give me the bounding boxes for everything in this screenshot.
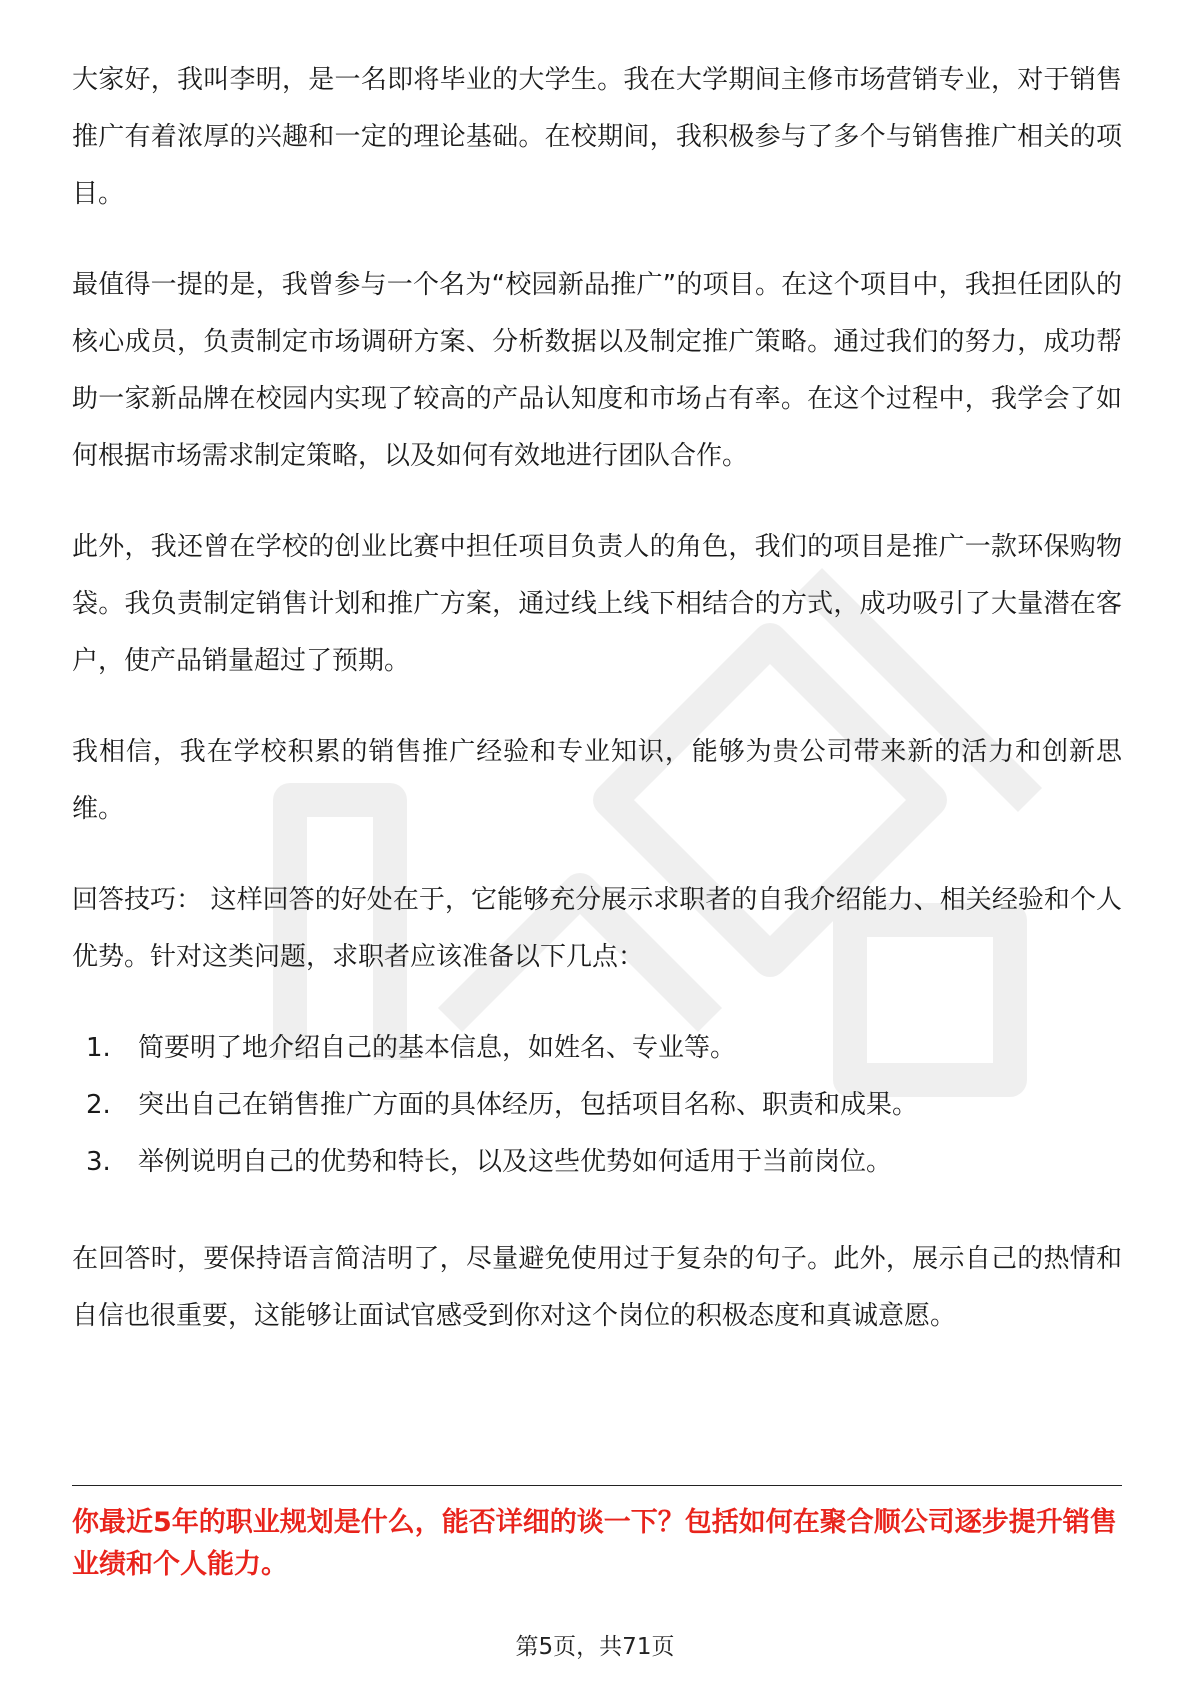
paragraph-intro: 大家好，我叫李明，是一名即将毕业的大学生。我在大学期间主修市场营销专业，对于销售推广有着浓厚的兴趣和一定的理论基础。在校期间，我积极参与了多个与销售推广相关的项目。	[72, 65, 1122, 209]
paragraph-answer-tips: 回答技巧： 这样回答的好处在于，它能够充分展示求职者的自我介绍能力、相关经验和个人优势。针对这类问题，求职者应该准备以下几点：	[72, 885, 1122, 972]
list-number: 1.	[86, 1033, 111, 1063]
section-divider	[72, 1485, 1122, 1486]
list-number: 3.	[86, 1147, 111, 1177]
page-footer: 第5页，共71页	[515, 1634, 675, 1660]
list-item	[72, 1134, 1122, 1191]
document-body	[72, 52, 1122, 1379]
tips-list	[72, 1020, 1122, 1191]
paragraph-campus-project: 最值得一提的是，我曾参与一个名为“校园新品推广”的项目。在这个项目中，我担任团队的核心成员，负责制定市场调研方案、分析数据以及制定推广策略。通过我们的努力，成功帮助一家新品牌在校园内实现了较高的产品认知度和市场占有率。在这个过程中，我学会了如何根据市场需求制定策略，以及如何有效地进行团队合作。	[72, 270, 1122, 471]
paragraph-belief: 我相信，我在学校积累的销售推广经验和专业知识，能够为贵公司带来新的活力和创新思维。	[72, 737, 1122, 824]
list-text: 简要明了地介绍自己的基本信息，如姓名、专业等。	[138, 1033, 737, 1063]
list-number: 2.	[86, 1090, 111, 1120]
list-item	[72, 1020, 1122, 1077]
list-item	[72, 1077, 1122, 1134]
list-text: 举例说明自己的优势和特长，以及这些优势如何适用于当前岗位。	[138, 1147, 893, 1177]
next-question-heading: 你最近5年的职业规划是什么，能否详细的谈一下？包括如何在聚合顺公司逐步提升销售业绩和个人能力。	[72, 1507, 1117, 1580]
paragraph-closing: 在回答时，要保持语言简洁明了，尽量避免使用过于复杂的句子。此外，展示自己的热情和自信也很重要，这能够让面试官感受到你对这个岗位的积极态度和真诚意愿。	[72, 1244, 1122, 1331]
list-text: 突出自己在销售推广方面的具体经历，包括项目名称、职责和成果。	[138, 1090, 919, 1120]
paragraph-startup-contest: 此外，我还曾在学校的创业比赛中担任项目负责人的角色，我们的项目是推广一款环保购物袋。我负责制定销售计划和推广方案，通过线上线下相结合的方式，成功吸引了大量潜在客户，使产品销量超过了预期。	[72, 532, 1122, 676]
